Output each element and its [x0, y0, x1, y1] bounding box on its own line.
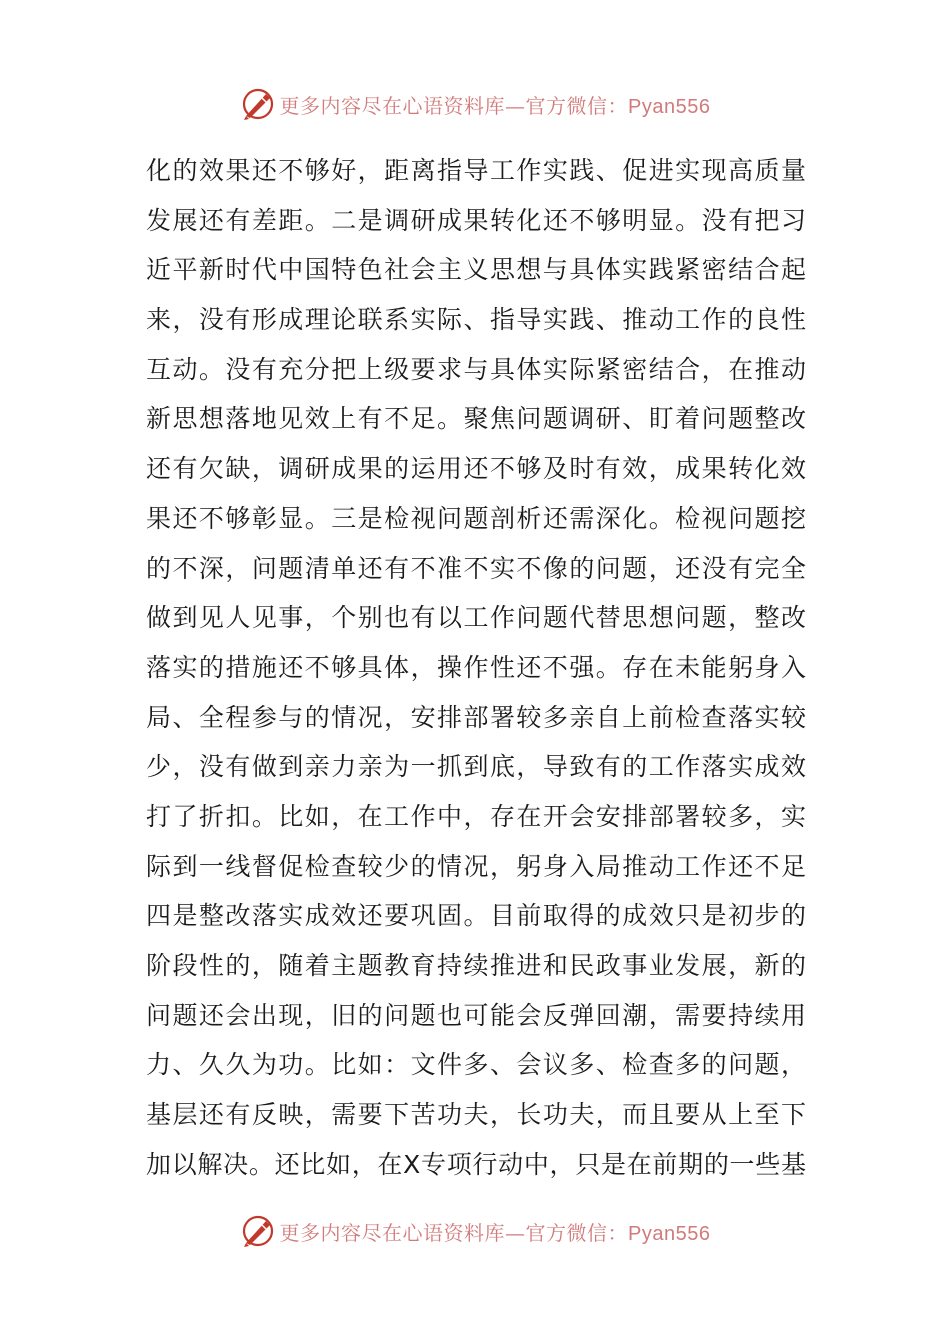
- text-line: 果还不够彰显。三是检视问题剖析还需深化。检视问题挖: [146, 503, 806, 533]
- text-line: 新思想落地见效上有不足。聚焦问题调研、盯着问题整改: [146, 404, 806, 434]
- text-line: 近平新时代中国特色社会主义思想与具体实践紧密结合起: [146, 255, 806, 285]
- header-banner: [0, 84, 950, 124]
- text-line: 打了折扣。比如，在工作中，存在开会安排部署较多，实: [146, 801, 806, 831]
- header-banner-label: 更多内容尽在心语资料库—官方微信：: [279, 93, 629, 118]
- pen-logo-icon: [240, 86, 276, 122]
- header-banner-text: [280, 90, 711, 119]
- pen-logo-icon: [240, 1213, 276, 1249]
- text-line: 互动。没有充分把上级要求与具体实际紧密结合，在推动: [146, 354, 806, 384]
- text-line: 少，没有做到亲力亲为一抓到底，导致有的工作落实成效: [146, 752, 806, 782]
- footer-banner: [0, 1211, 950, 1251]
- document-body: [146, 146, 806, 1189]
- text-line: 来，没有形成理论联系实际、指导实践、推动工作的良性: [146, 305, 806, 335]
- header-wechat-id: Pyan556: [628, 95, 711, 118]
- text-line: 问题还会出现，旧的问题也可能会反弹回潮，需要持续用: [146, 1000, 806, 1030]
- text-line: 际到一线督促检查较少的情况，躬身入局推动工作还不足: [146, 851, 806, 881]
- footer-banner-text: [280, 1217, 711, 1246]
- text-line: 力、久久为功。比如：文件多、会议多、检查多的问题，: [146, 1050, 806, 1080]
- text-line: 做到见人见事，个别也有以工作问题代替思想问题，整改: [146, 603, 806, 633]
- text-line: 化的效果还不够好，距离指导工作实践、促进实现高质量: [146, 156, 806, 185]
- text-line: 阶段性的，随着主题教育持续推进和民政事业发展，新的: [146, 951, 806, 980]
- footer-wechat-id: Pyan556: [628, 1222, 711, 1245]
- text-line: 四是整改落实成效还要巩固。目前取得的成效只是初步的: [146, 901, 806, 931]
- text-line: 加以解决。还比如，在X专项行动中，只是在前期的一些基: [146, 1149, 806, 1179]
- text-line: 还有欠缺，调研成果的运用还不够及时有效，成果转化效: [146, 454, 806, 484]
- text-line: 局、全程参与的情况，安排部署较多亲自上前检查落实较: [146, 702, 806, 732]
- text-line: 落实的措施还不够具体，操作性还不强。存在未能躬身入: [146, 652, 806, 682]
- text-line: 基层还有反映，需要下苦功夫，长功夫，而且要从上至下: [146, 1100, 806, 1130]
- footer-banner-label: 更多内容尽在心语资料库—官方微信：: [279, 1220, 629, 1245]
- text-line: 发展还有差距。二是调研成果转化还不够明显。没有把习: [146, 205, 806, 235]
- text-line: 的不深，问题清单还有不准不实不像的问题，还没有完全: [146, 553, 806, 583]
